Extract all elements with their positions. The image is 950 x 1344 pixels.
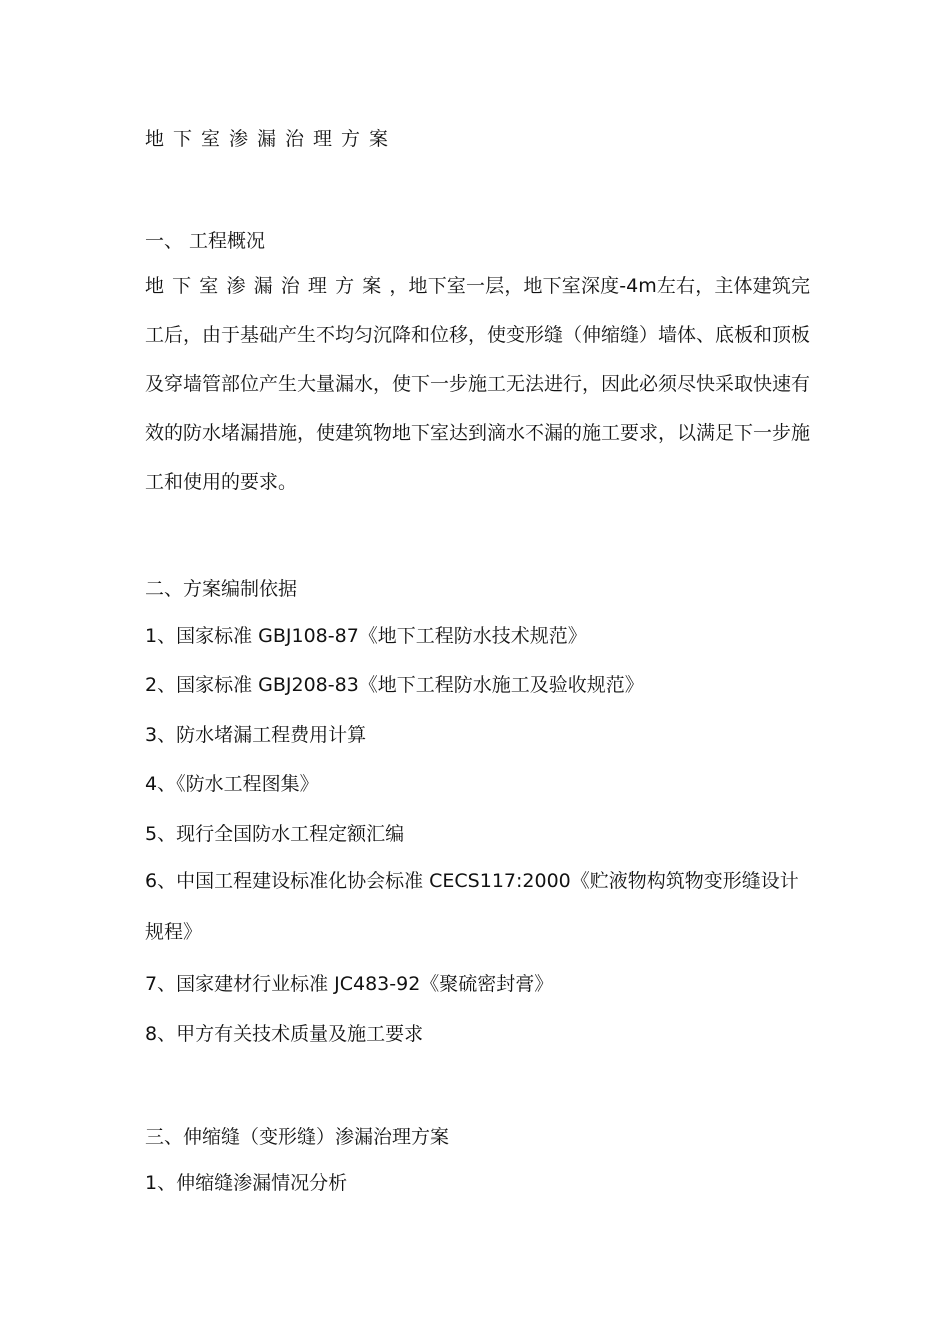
basis-item-7: 7、国家建材行业标准 JC483-92《聚硫密封膏》 xyxy=(145,973,554,995)
overview-paragraph xyxy=(145,262,810,507)
basis-item-6: 6、中国工程建设标准化协会标准 CECS117:2000《贮液物构筑物变形缝设计规程》 xyxy=(145,870,799,943)
basis-item-8: 8、甲方有关技术质量及施工要求 xyxy=(145,1023,424,1045)
expansion-joint-sub-1: 1、伸缩缝渗漏情况分析 xyxy=(145,1172,348,1194)
basis-item-3: 3、防水堵漏工程费用计算 xyxy=(145,724,367,746)
overview-paragraph-lead: 地下室渗漏治理方案 xyxy=(145,275,390,297)
overview-paragraph-body: ，地下室一层，地下室深度-4m左右，主体建筑完工后，由于基础产生不均匀沉降和位移，使变形缝（伸缩缝）墙体、底板和顶板及穿墙管部位产生大量漏水，使下一步施工无法进行，因此必须尽快采取快速有效的防水堵漏措施，使建筑物地下室达到滴水不漏的施工要求，以满足下一步施工和使用的要求。 xyxy=(145,275,811,493)
basis-item-5: 5、现行全国防水工程定额汇编 xyxy=(145,823,405,845)
basis-item-2: 2、国家标准 GBJ208-83《地下工程防水施工及验收规范》 xyxy=(145,674,644,696)
section-heading-basis: 二、方案编制依据 xyxy=(145,578,298,600)
basis-item-1: 1、国家标准 GBJ108-87《地下工程防水技术规范》 xyxy=(145,625,587,647)
basis-item-4: 4、《防水工程图集》 xyxy=(145,773,319,795)
section-heading-expansion-joint: 三、伸缩缝（变形缝）渗漏治理方案 xyxy=(145,1126,450,1148)
document-title: 地下室渗漏治理方案 xyxy=(145,128,398,150)
section-heading-overview: 一、 工程概况 xyxy=(145,230,266,252)
